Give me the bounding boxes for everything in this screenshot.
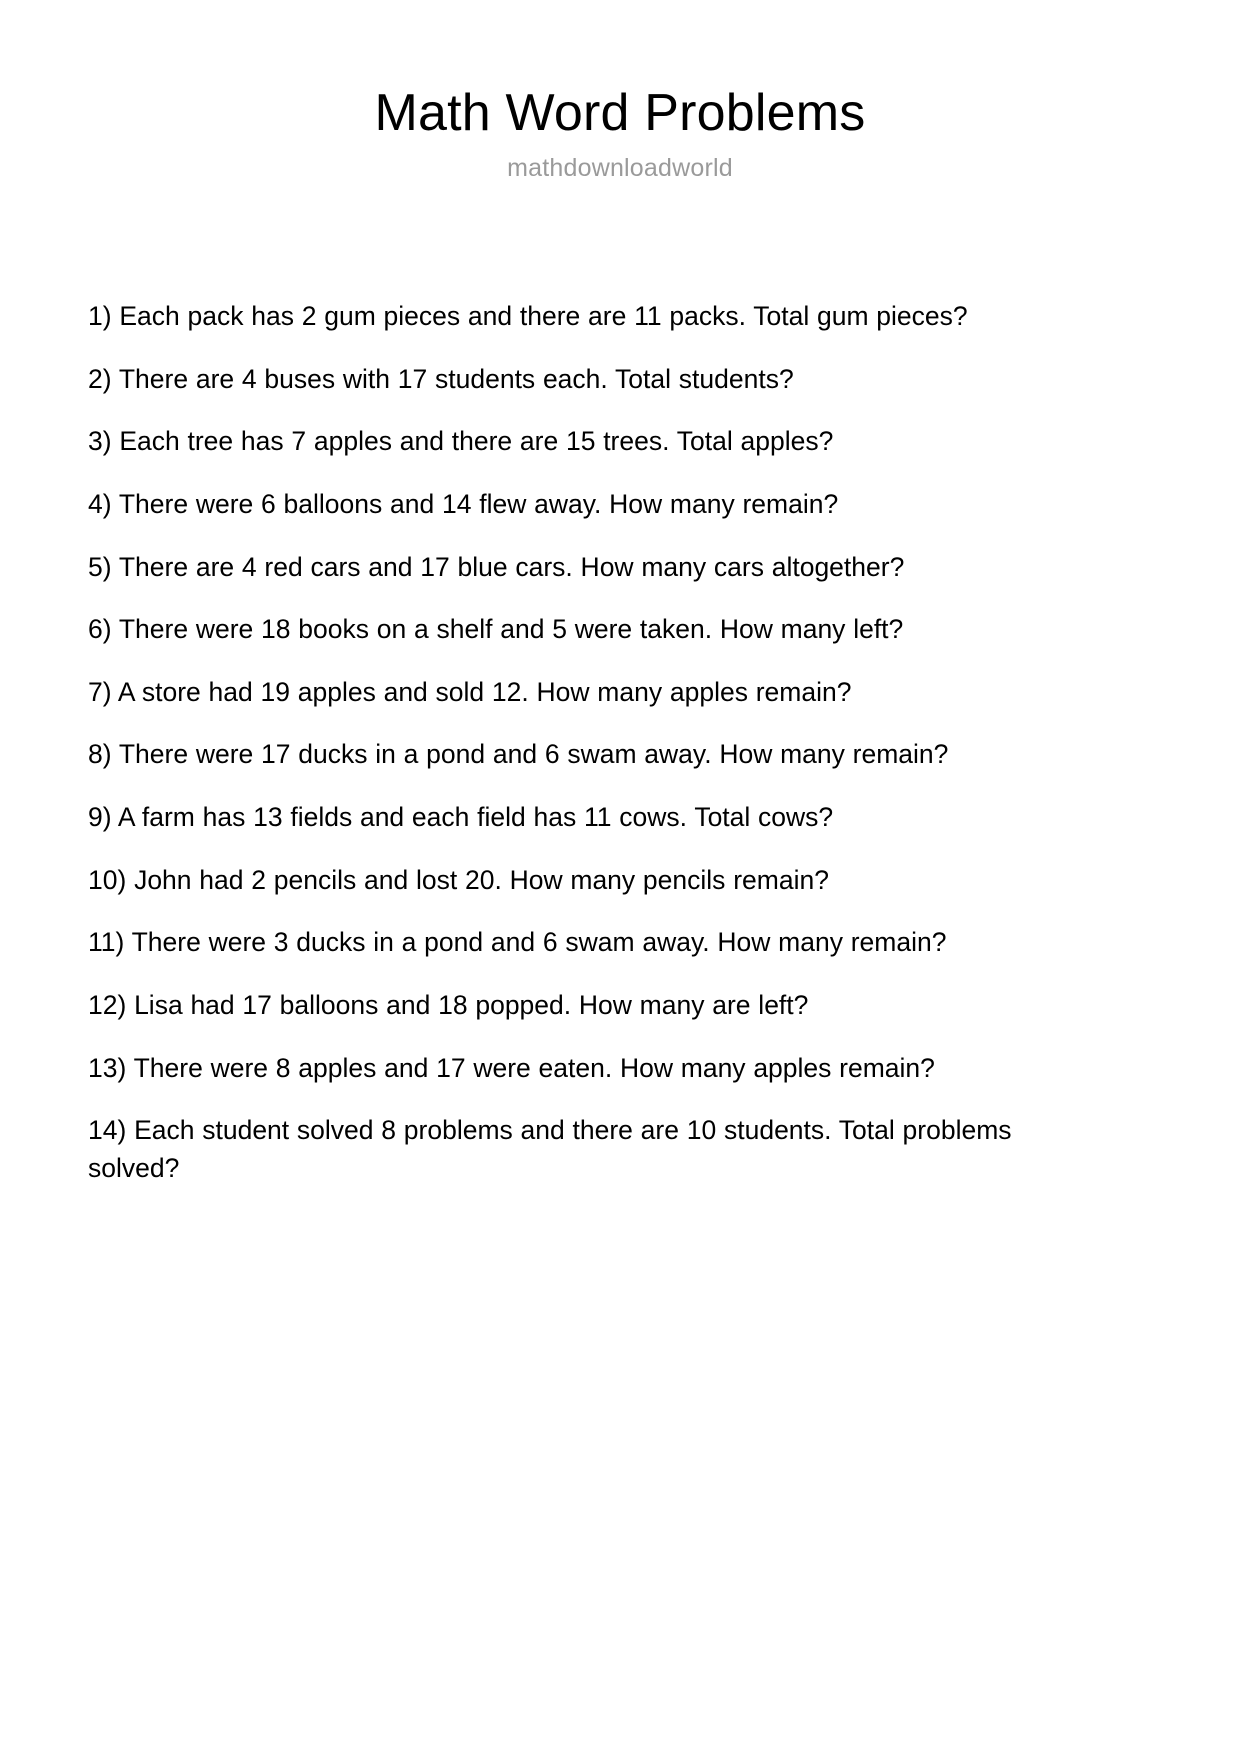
list-item: 6) There were 18 books on a shelf and 5 were taken. How many left? [88,614,904,645]
list-item: 7) A store had 19 apples and sold 12. How many apples remain? [88,676,852,707]
list-item: 13) There were 8 apples and 17 were eaten. How many apples remain? [88,1052,935,1083]
list-item: 3) Each tree has 7 apples and there are 15 trees. Total apples? [88,426,834,457]
list-item: 5) There are 4 red cars and 17 blue cars. How many cars altogether? [88,551,905,582]
list-item: 11) There were 3 ducks in a pond and 6 swam away. How many remain? [88,927,947,958]
page-subtitle: mathdownloadworld [507,154,733,183]
problem-list [88,298,1014,1187]
list-item: 2) There are 4 buses with 17 students each. Total students? [88,363,794,394]
worksheet-header [0,0,1240,183]
list-item: 14) Each student solved 8 problems and there are 10 students. Total problems solved? [88,1115,1012,1183]
list-item: 8) There were 17 ducks in a pond and 6 swam away. How many remain? [88,739,949,770]
list-item: 12) Lisa had 17 balloons and 18 popped. How many are left? [88,989,809,1020]
list-item: 4) There were 6 balloons and 14 flew away. How many remain? [88,488,839,519]
page-title: Math Word Problems [374,84,866,142]
list-item: 9) A farm has 13 fields and each field has 11 cows. Total cows? [88,802,834,832]
list-item: 1) Each pack has 2 gum pieces and there are 11 packs. Total gum pieces? [88,301,968,331]
list-item: 10) John had 2 pencils and lost 20. How many pencils remain? [88,864,829,895]
